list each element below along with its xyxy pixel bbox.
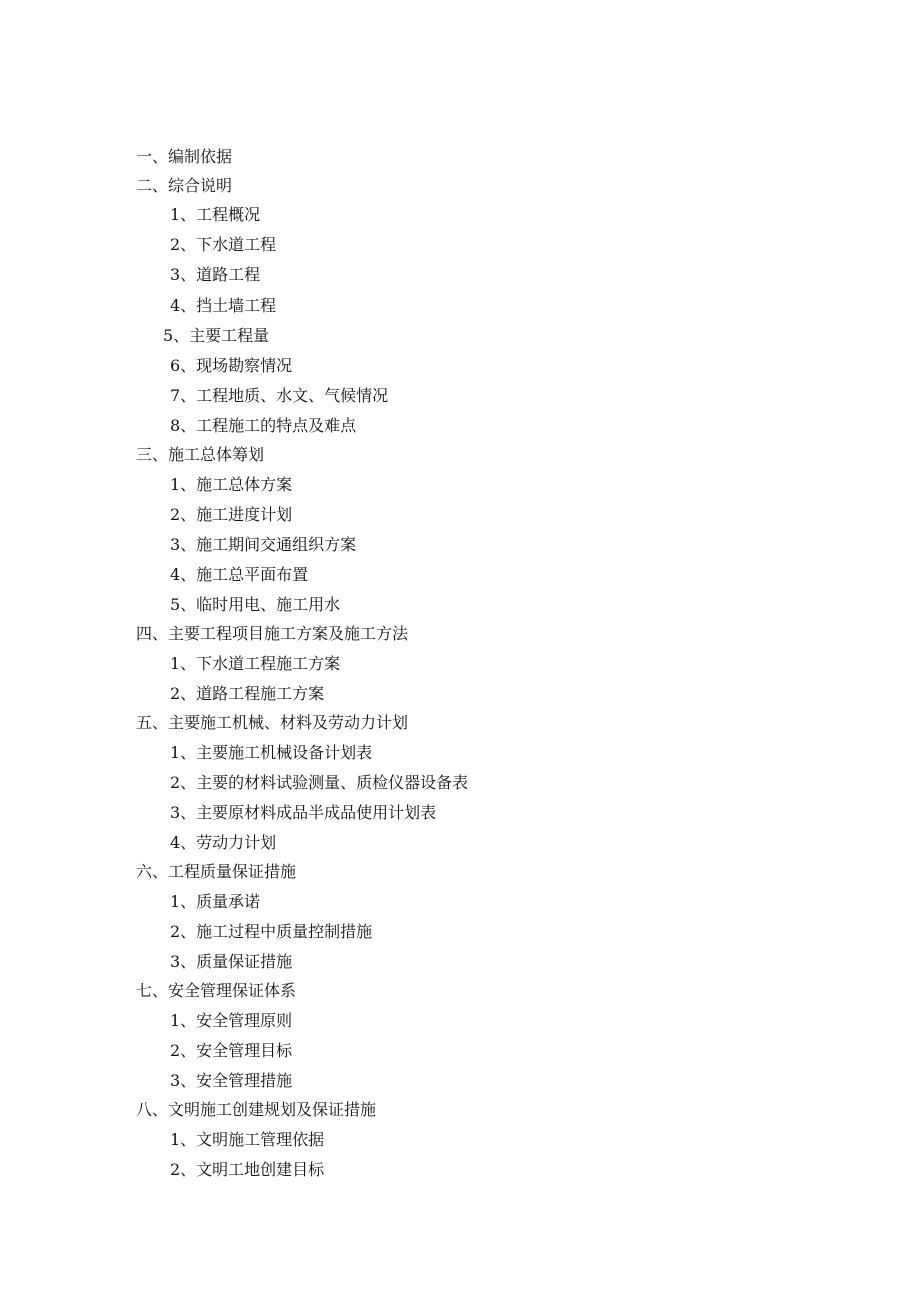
toc-item: 4、施工总平面布置 [170,565,309,584]
toc-item: 1、施工总体方案 [170,475,293,494]
toc-heading: 八、文明施工创建规划及保证措施 [136,1100,377,1119]
toc-item: 3、道路工程 [170,265,261,284]
toc-item: 3、质量保证措施 [170,952,293,971]
toc-heading: 六、工程质量保证措施 [136,862,297,881]
toc-item: 3、安全管理措施 [170,1071,293,1090]
toc-item: 4、劳动力计划 [170,833,277,852]
toc-heading: 四、主要工程项目施工方案及施工方法 [136,624,409,643]
toc-item: 5、临时用电、施工用水 [170,595,341,614]
toc-item: 1、主要施工机械设备计划表 [170,743,373,762]
toc-item: 3、施工期间交通组织方案 [170,535,357,554]
toc-item: 8、工程施工的特点及难点 [170,416,357,435]
toc-item: 4、挡土墙工程 [170,296,277,315]
toc-item: 2、主要的材料试验测量、质检仪器设备表 [170,773,469,792]
toc-heading: 七、安全管理保证体系 [136,981,297,1000]
toc-item: 2、施工过程中质量控制措施 [170,922,373,941]
toc-item: 2、文明工地创建目标 [170,1160,325,1179]
toc-item: 6、现场勘察情况 [170,356,293,375]
toc-heading: 一、编制依据 [136,147,233,166]
toc-item: 1、工程概况 [170,205,261,224]
toc-heading: 五、主要施工机械、材料及劳动力计划 [136,713,409,732]
toc-item: 1、下水道工程施工方案 [170,654,341,673]
toc-heading: 三、施工总体筹划 [136,445,265,464]
toc-item: 5、主要工程量 [163,326,270,345]
toc-item: 1、安全管理原则 [170,1011,293,1030]
toc-heading: 二、综合说明 [136,176,233,195]
toc-item: 2、施工进度计划 [170,505,293,524]
toc-item: 1、质量承诺 [170,892,261,911]
toc-item: 2、安全管理目标 [170,1041,293,1060]
toc-item: 2、道路工程施工方案 [170,684,325,703]
toc-item: 1、文明施工管理依据 [170,1130,325,1149]
toc-item: 2、下水道工程 [170,235,277,254]
toc-item: 3、主要原材料成品半成品使用计划表 [170,803,437,822]
toc-item: 7、工程地质、水文、气候情况 [170,386,389,405]
